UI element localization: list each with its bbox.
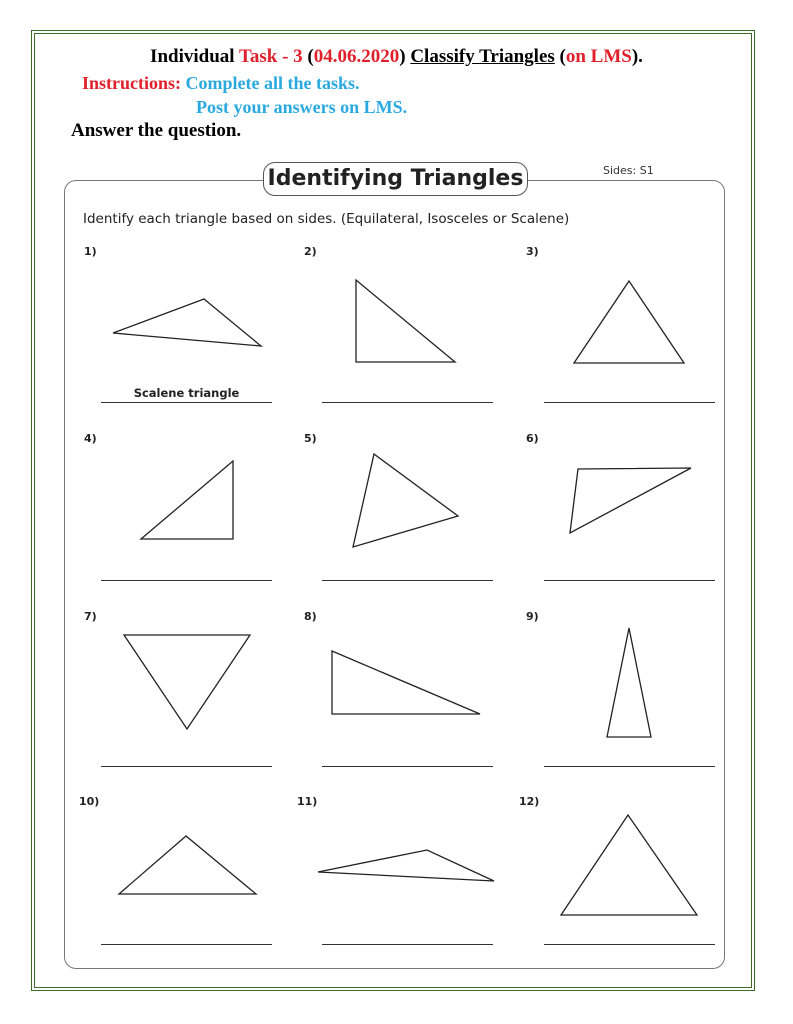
- problem-number: 6): [526, 432, 539, 445]
- problem-number: 12): [519, 795, 540, 808]
- task-topic: Classify Triangles: [410, 46, 555, 67]
- triangle-6: [570, 468, 691, 533]
- worksheet-title: Identifying Triangles: [263, 162, 528, 196]
- problem-number: 2): [304, 245, 317, 258]
- triangle-9: [607, 628, 651, 737]
- answer-text: Scalene triangle: [133, 386, 240, 400]
- instructions-line-2: Post your answers on LMS.: [196, 97, 408, 117]
- task-location: on LMS: [565, 46, 632, 67]
- triangle-12: [561, 815, 697, 915]
- triangle-4: [141, 461, 233, 539]
- triangle-3: [574, 281, 684, 363]
- triangle-8: [332, 651, 480, 714]
- instructions-label: Instructions:: [82, 73, 182, 93]
- triangle-7: [124, 635, 250, 729]
- triangle-2: [356, 280, 455, 362]
- problem-number: 1): [84, 245, 97, 258]
- task-date: 04.06.2020: [313, 46, 400, 67]
- header-paren2: (: [554, 46, 566, 67]
- header-text: Individual: [150, 46, 239, 67]
- header-paren-close: ): [399, 46, 411, 67]
- problem-number: 11): [297, 795, 318, 808]
- header-paren: (: [302, 46, 314, 67]
- answer-prompt: Answer the question.: [71, 120, 242, 141]
- problem-number: 7): [84, 610, 97, 623]
- problem-number: 5): [304, 432, 317, 445]
- problem-number: 9): [526, 610, 539, 623]
- worksheet-subtitle: Identify each triangle based on sides. (Equilateral, Isosceles or Scalene): [83, 211, 570, 227]
- triangle-5: [353, 454, 458, 547]
- task-number: Task - 3: [238, 46, 303, 67]
- triangle-1: [113, 299, 261, 346]
- problem-number: 3): [526, 245, 539, 258]
- header-end: ).: [631, 46, 643, 67]
- problem-number: 8): [304, 610, 317, 623]
- problem-number: 4): [84, 432, 97, 445]
- triangle-11: [318, 850, 494, 881]
- problem-number: 10): [79, 795, 100, 808]
- sides-label: Sides: S1: [603, 164, 654, 177]
- instructions-line-1: Complete all the tasks.: [181, 73, 360, 93]
- triangle-10: [119, 836, 256, 894]
